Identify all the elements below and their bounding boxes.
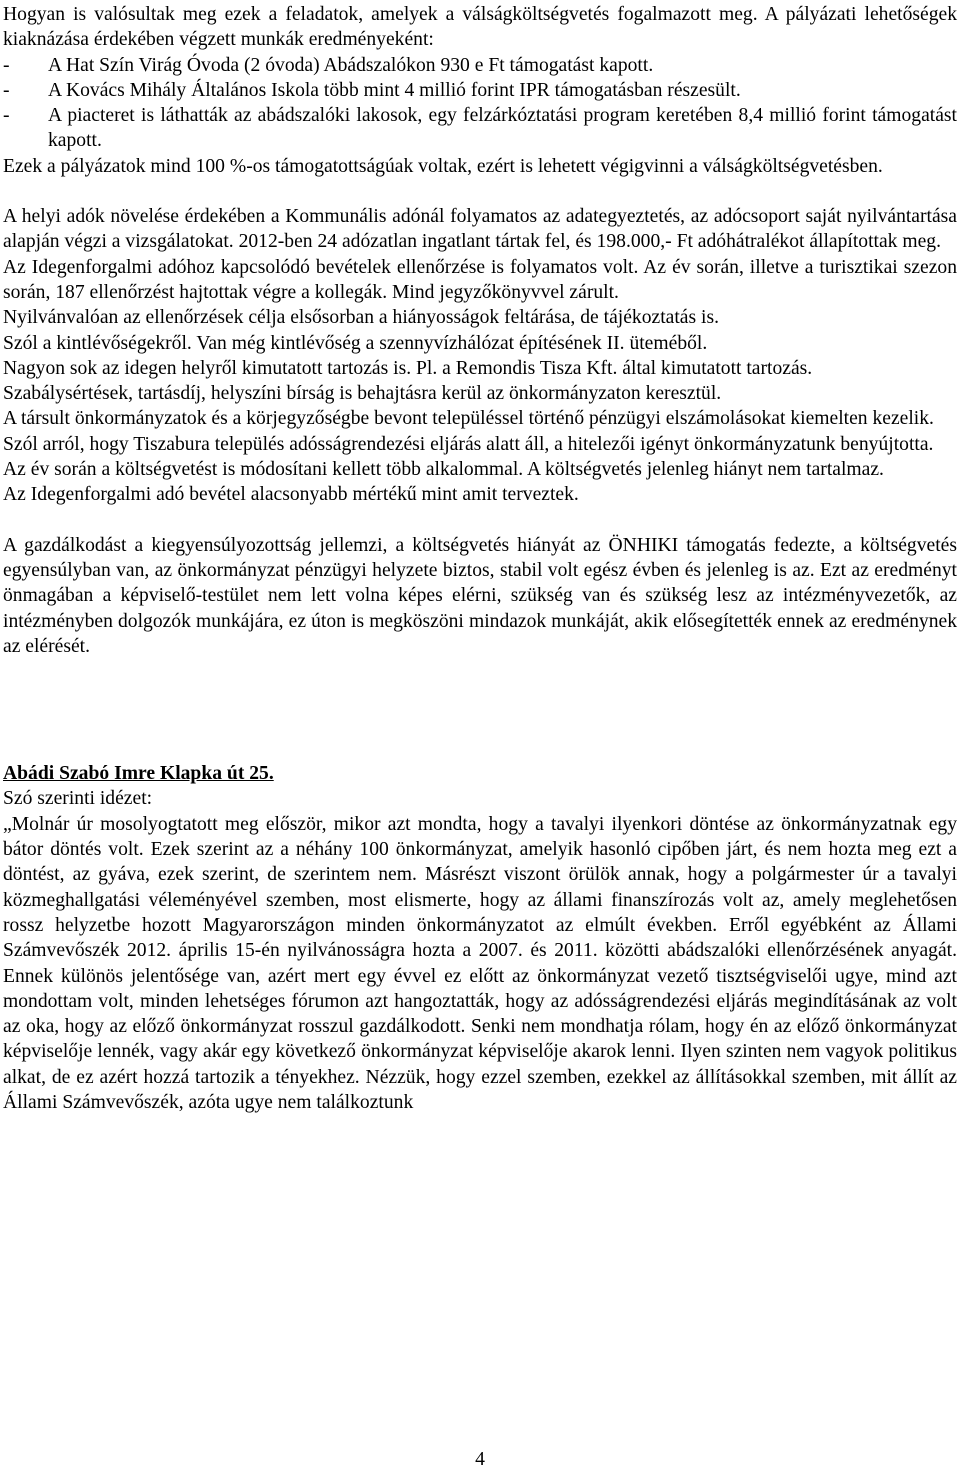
paragraph-settlements: A társult önkormányzatok és a körjegyzőségbe bevont településsel történő pénzügyi elszámolásokat kiemelten kezelik. [3, 408, 934, 430]
paragraph-summary: A gazdálkodást a kiegyensúlyozottság jellemzi, a költségvetés hiányát az ÖNHIKI támogatás fedezte, a költségvetés egyensúlyban van, az önkormányzat pénzügyi helyzete biztos, stabil volt egész évben és jelenleg is az. Ezt az eredményt önmagában a képviselő-testület nem lett volna képes elérni, szükség van és szükség lesz az intézményvezetők, az intézményben dolgozók munkájára, ez úton is megköszöni mindazok munkáját, akik elősegítették ennek az eredménynek az elérését. [3, 534, 957, 657]
document-page [3, 2, 957, 1115]
paragraph-tiszabura: Szól arról, hogy Tiszabura település adósságrendezési eljárás alatt áll, a hitelezői igényt önkormányzatunk benyújtotta. [3, 433, 934, 455]
paragraph-tourism-revenue: Az Idegenforgalmi adó bevétel alacsonyabb mértékű mint amit terveztek. [3, 484, 579, 506]
paragraph-tourism-tax: Az Idegenforgalmi adóhoz kapcsolódó bevételek ellenőrzése is folyamatos volt. Az év során, illetve a turisztikai szezon során, 187 ellenőrzést hajtottak végre a kollegák. Mind jegyzőkönyvvel zárult. [3, 256, 957, 303]
list-dash: - [3, 79, 10, 101]
quote-label: Szó szerinti idézet: [3, 788, 153, 810]
list-item-text: A Hat Szín Virág Óvoda (2 óvoda) Abádszalókon 930 e Ft támogatást kapott. [48, 54, 654, 76]
intro-paragraph: Hogyan is valósultak meg ezek a feladatok, amelyek a válságköltségvetés fogalmazott meg. A pályázati lehetőségek kiaknázása érdekében végzett munkák eredményeként: [3, 4, 957, 51]
list-item [3, 103, 957, 154]
speaker-heading: Abádi Szabó Imre Klapka út 25. [3, 763, 274, 785]
paragraph-support: Ezek a pályázatok mind 100 %-os támogatottságúak voltak, ezért is lehetett végigvinni a válságköltségvetésben. [3, 155, 883, 177]
spacer [3, 508, 957, 533]
paragraph-budget-changes: Az év során a költségvetést is módosítani kellett több alkalommal. A költségvetés jelenleg hiányt nem tartalmaz. [3, 459, 884, 481]
paragraph-receivables: Szól a kintlévőségekről. Van még kintlévőség a szennyvízhálózat építésének II. üteméből. [3, 332, 708, 354]
paragraph-fines: Szabálysértések, tartásdíj, helyszíni bírság is behajtásra kerül az önkormányzaton keresztül. [3, 383, 722, 405]
paragraph-external-debts: Nagyon sok az idegen helyről kimutatott tartozás is. Pl. a Remondis Tisza Kft. által kimutatott tartozás. [3, 357, 813, 379]
speaker-quote: „Molnár úr mosolyogtatott meg először, mikor azt mondta, hogy a tavalyi ilyenkori döntése az önkormányzatnak egy bátor döntés volt. Ezek szerint az a néhány 100 önkormányzat, amelyik hasonló cipőben járt, és nem hozta meg ezt a döntést, az gyáva, ezek szerint, de szerintem nem. Másrészt viszont örülök annak, hogy a polgármester úr a tavalyi közmeghallgatási véleményével szemben, most elismerte, hogy az állami finanszírozás volt az, amely meglehetősen rossz helyzetbe hozott Magyarországon minden önkormányzatot az elmúlt években. Erről egyébként az Állami Számvevőszék 2012. április 15-én nyilvánosságra hozta a 2007. és 2011. közötti abádszalóki ellenőrzésének anyagát. Ennek különös jelentősége van, azért mert egy évvel ez előtt az önkormányzat vezető tisztségviselői ugye, mind azt mondottam volt, minden lehetséges fórumon azt hangoztatták, hogy az adósságrendezési eljárás megindításának az volt az oka, hogy az előző önkormányzat rosszul gazdálkodott. Senki nem mondhatja rólam, hogy én az előző önkormányzat képviselője lennék, vagy akár egy következő önkormányzat képviselője akarok lenni. Ilyen szinten nem vagyok politikus alkat, de ez azért hozzá tartozik a tényekhez. Nézzük, hogy ezzel szemben, ezekkel az állításokkal szemben, mit állít az Állami Számvevőszék, azóta ugye nem találkoztunk [3, 813, 957, 1113]
list-item-text: A Kovács Mihály Általános Iskola több mint 4 millió forint IPR támogatásban részesült. [48, 79, 741, 101]
spacer [3, 659, 957, 761]
list-dash: - [3, 54, 10, 76]
list-dash: - [3, 105, 10, 127]
list-item [3, 78, 957, 103]
paragraph-local-taxes: A helyi adók növelése érdekében a Kommunális adónál folyamatos az adategyeztetés, az adócsoport saját nyilvántartása alapján végzi a vizsgálatokat. 2012-ben 24 adózatlan ingatlant tártak fel, és 198.000,- Ft adóhátralékot állapítottak meg. [3, 206, 957, 253]
list-item [3, 53, 957, 78]
spacer [3, 179, 957, 204]
paragraph-inspections: Nyilvánvalóan az ellenőrzések célja elsősorban a hiányosságok feltárása, de tájékoztatás is. [3, 307, 719, 329]
page-number: 4 [475, 1449, 485, 1470]
list-item-text: A piacteret is láthatták az abádszalóki lakosok, egy felzárkóztatási program keretében 8,4 millió forint támogatást kapott. [48, 105, 957, 152]
